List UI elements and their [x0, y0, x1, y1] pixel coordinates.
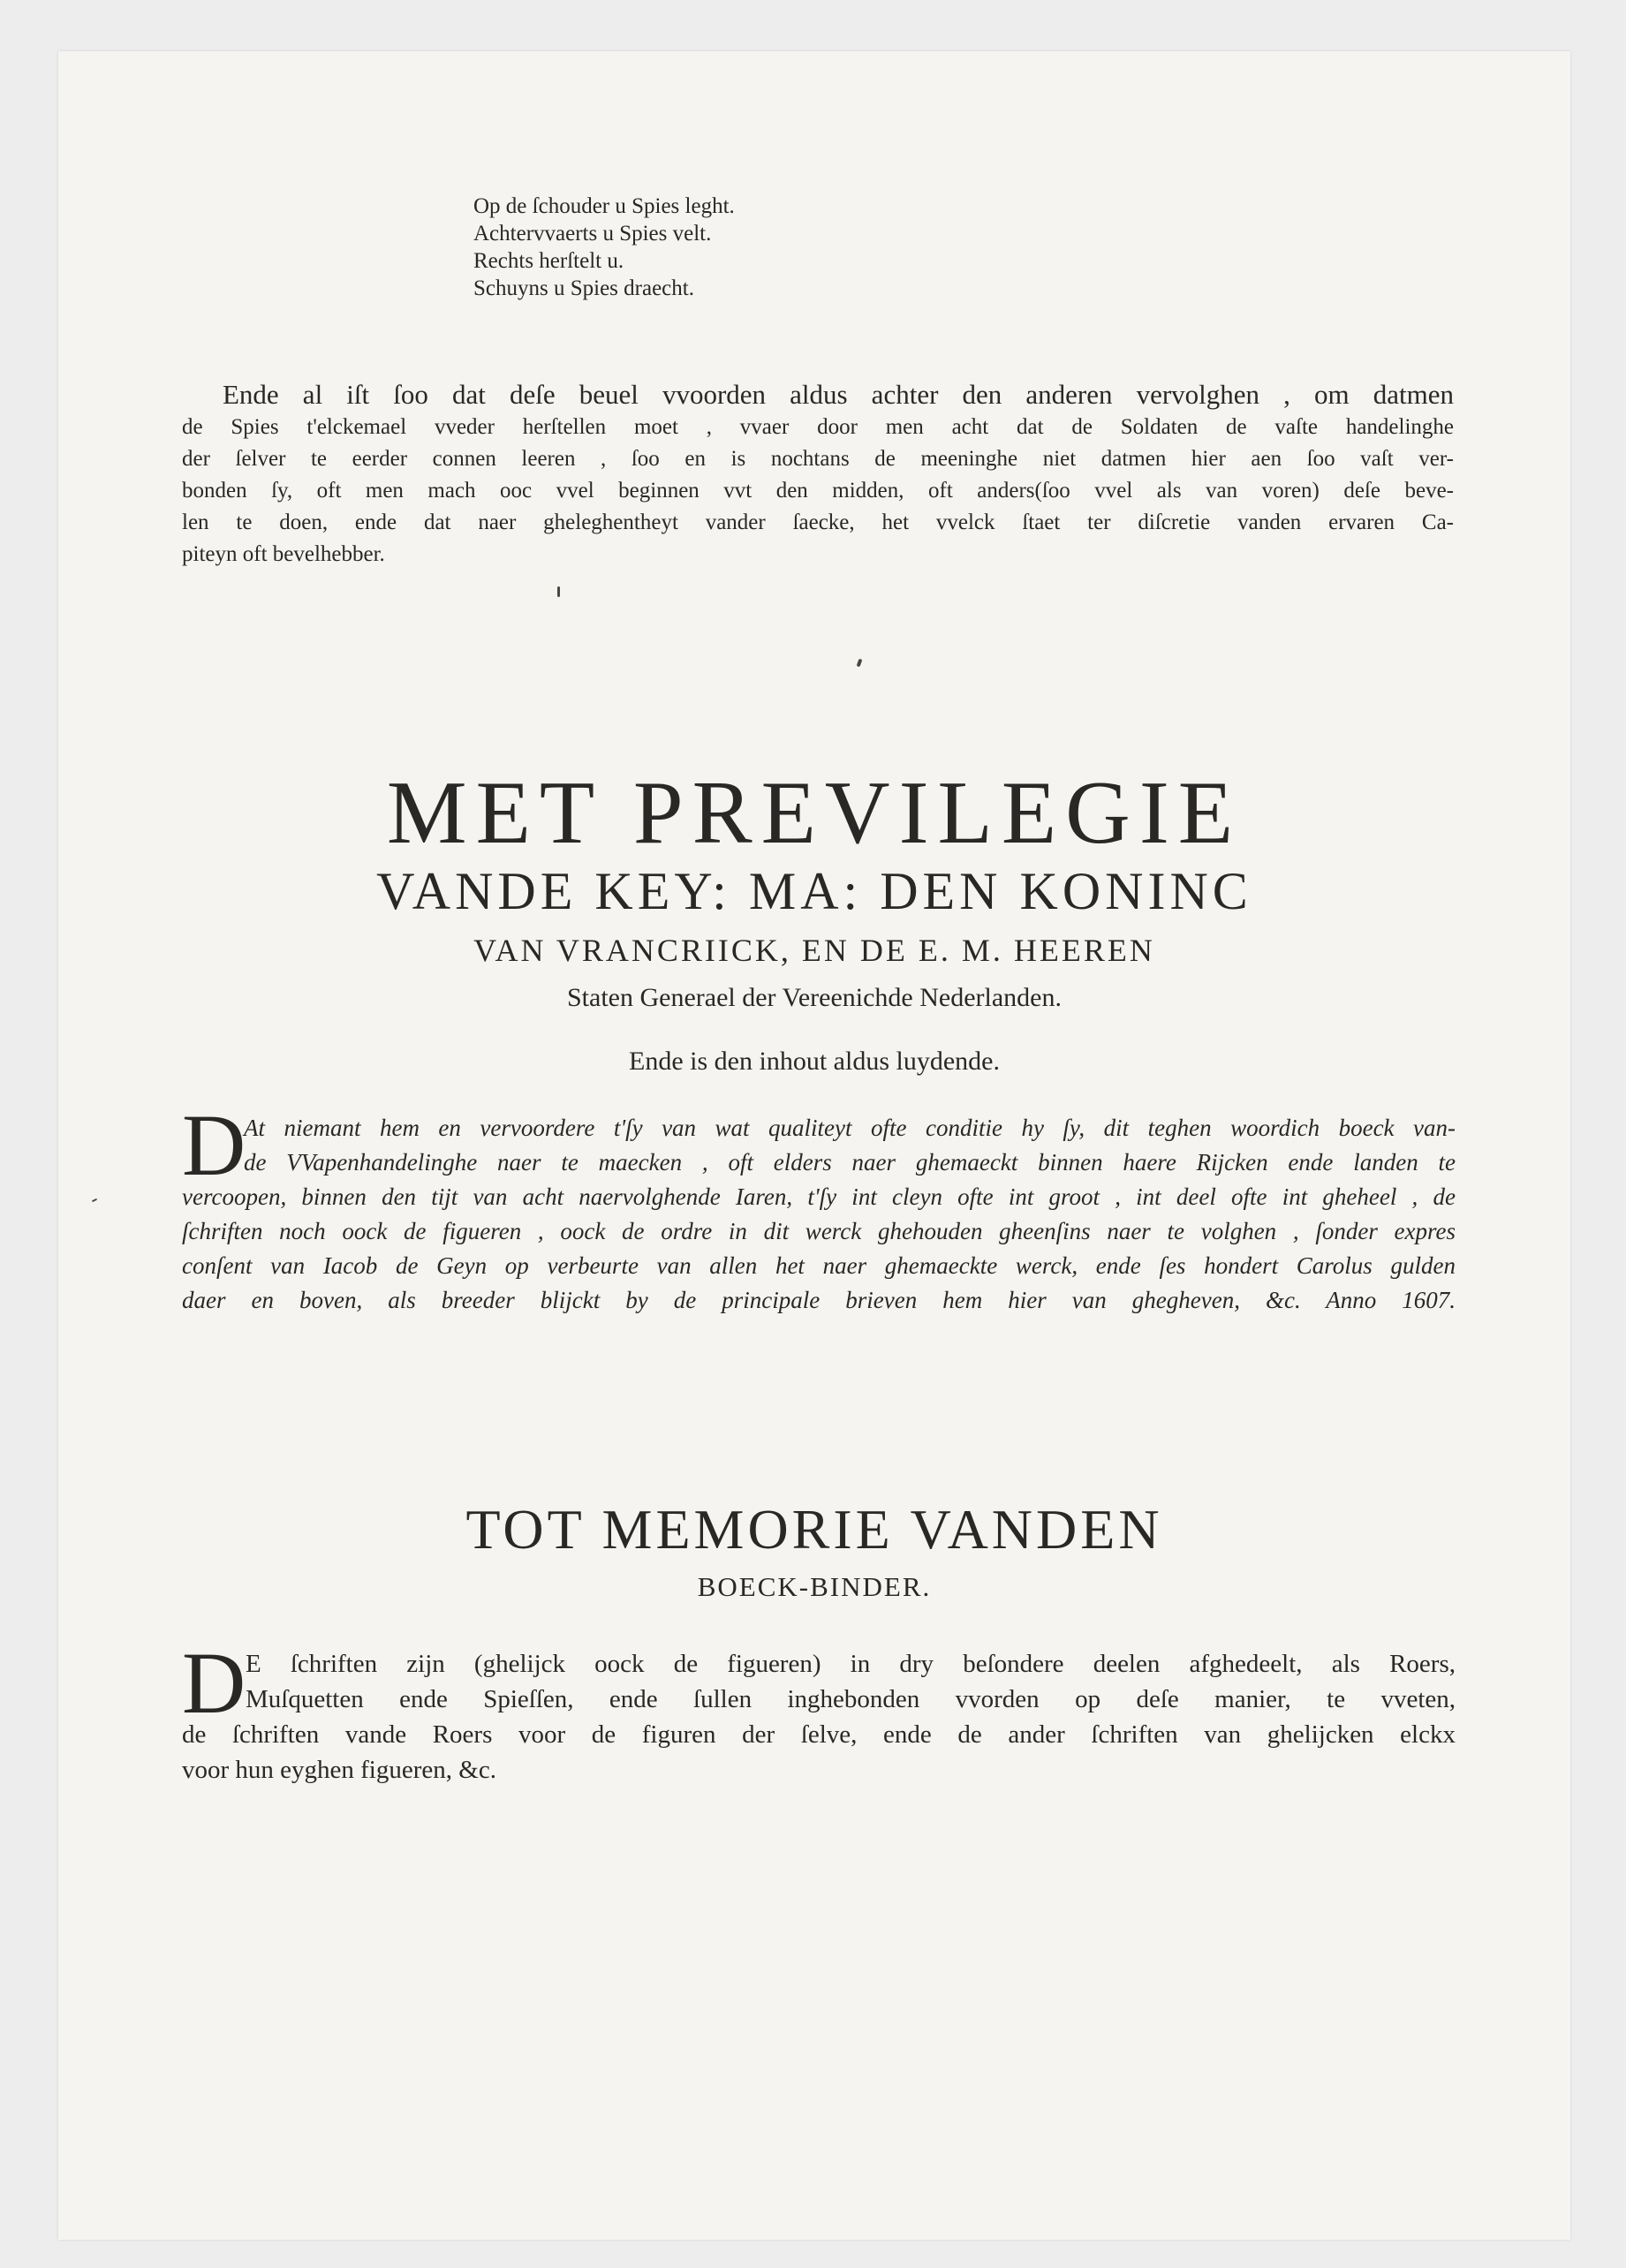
- paragraph-line: piteyn oft bevelhebber.: [182, 542, 385, 566]
- privilege-line: daer en boven, als breeder blijckt by de principale brieven hem hier van ghegheven, &c. Anno 1607.: [182, 1287, 1456, 1313]
- privilege-subtitle: Staten Generael der Vereenichde Nederlanden.: [567, 983, 1062, 1012]
- memorie-title: TOT MEMORIE VANDEN: [465, 1498, 1163, 1561]
- verse-line: Achtervvaerts u Spies velt.: [473, 222, 712, 246]
- privilege-subtitle: VANDE KEY: MA: DEN KONINC: [376, 862, 1252, 920]
- ink-speck: [557, 586, 560, 597]
- privilege-text: [182, 1096, 1456, 1318]
- bookbinder-text: [182, 1634, 1456, 1788]
- verse-line: Schuyns u Spies draecht.: [473, 276, 694, 300]
- paragraph-line: len te doen, ende dat naer gheleghentheyt vander ſaecke, het vvelck ſtaet ter diſcretie vanden ervaren Ca-: [182, 510, 1454, 534]
- bookbinder-line: de ſchriften vande Roers voor de figuren der ſelve, ende de ander ſchriften van ghelijcken elckx: [182, 1720, 1456, 1749]
- command-verse: [473, 193, 1092, 302]
- ink-speck: [92, 1198, 97, 1202]
- privilege-subtitle: VAN VRANCRIICK, EN DE E. M. HEEREN: [473, 933, 1155, 968]
- privilege-line: At niemant hem en vervoordere t'ſy van wat qualiteyt ofte conditie hy ſy, dit teghen woordich boeck van-: [244, 1115, 1456, 1141]
- verse-line: Rechts herſtelt u.: [473, 249, 624, 273]
- bookbinder-line: E ſchriften zijn (ghelijck oock de figueren) in dry beſondere deelen afghedeelt, als Roers,: [246, 1650, 1456, 1678]
- paragraph-line: bonden ſy, oft men mach ooc vvel beginnen vvt den midden, oft anders(ſoo vvel als van voren) deſe beve-: [182, 479, 1454, 503]
- privilege-line: de VVapenhandelinghe naer te maecken , oft elders naer ghemaeckt binnen haere Rijcken ende landen te: [244, 1149, 1456, 1176]
- privilege-line: conſent van Iacob de Geyn op verbeurte van allen het naer ghemaeckte werck, ende ſes hondert Carolus gulden: [182, 1252, 1456, 1279]
- drop-cap: D: [182, 1634, 246, 1732]
- paragraph-line: de Spies t'elckemael vveder herſtellen moet , vvaer door men acht dat de Soldaten de vaſte handelinghe: [182, 415, 1454, 439]
- drop-cap: D: [182, 1096, 246, 1194]
- privilege-line: ſchriften noch oock de figueren , oock de ordre in dit werck ghehouden gheenſins naer te volghen , ſonder expres: [182, 1218, 1456, 1244]
- privilege-line: vercoopen, binnen den tijt van acht naervolghende Iaren, t'ſy int cleyn ofte int groot , int deel ofte int gheheel , de: [182, 1183, 1456, 1210]
- bookbinder-line: voor hun eyghen figueren, &c.: [182, 1756, 496, 1784]
- paragraph-line: Ende al iſt ſoo dat deſe beuel vvoorden aldus achter den anderen vervolghen , om datmen: [223, 379, 1454, 410]
- ink-speck: [857, 659, 863, 668]
- verse-line: Op de ſchouder u Spies leght.: [473, 194, 735, 218]
- paragraph-line: der ſelver te eerder connen leeren , ſoo en is nochtans de meeninghe niet datmen hier aen ſoo vaſt ver-: [182, 447, 1454, 471]
- memorie-subtitle: BOECK-BINDER.: [697, 1571, 932, 1602]
- bookbinder-line: Muſquetten ende Spieſſen, ende ſullen inghebonden vvorden op deſe manier, te vveten,: [246, 1685, 1456, 1713]
- instruction-paragraph: [182, 378, 1454, 571]
- printed-sheet: [58, 51, 1570, 2240]
- privilege-intro: Ende is den inhout aldus luydende.: [629, 1047, 1000, 1076]
- privilege-title: MET PREVILEGIE: [386, 763, 1243, 863]
